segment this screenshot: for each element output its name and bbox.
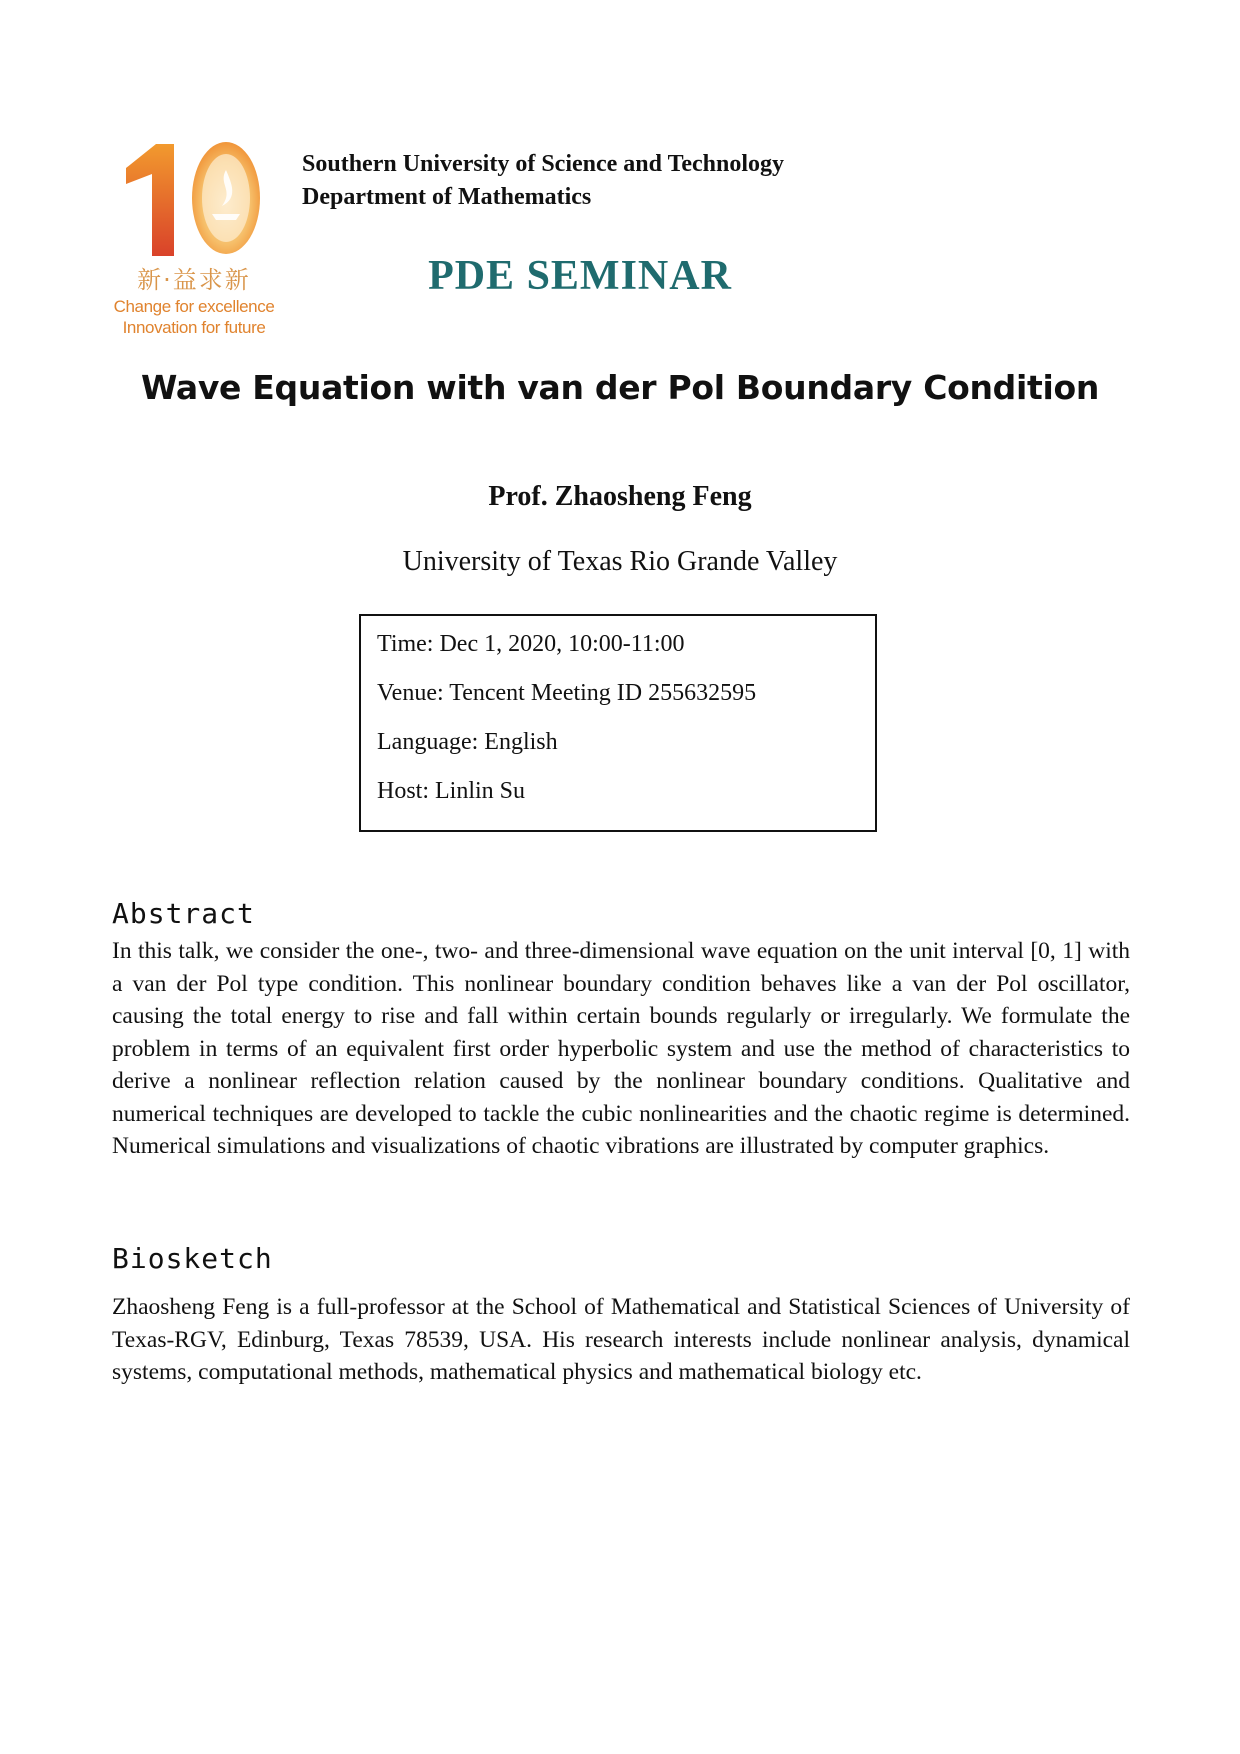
logo-slogan-line-1: Change for excellence xyxy=(113,297,275,316)
abstract-body: In this talk, we consider the one-, two- and three-dimensional wave equation on the unit interval [0, 1] with a van der Pol type condition. This nonlinear boundary condition behaves like a van der Pol oscillator, causing the total energy to rise and fall within certain bounds regularly or irregularly. We formulate the problem in terms of an equivalent first order hyperbolic system and use the method of characteristics to derive a nonlinear reflection relation caused by the nonlinear boundary conditions. Qualitative and numerical techniques are developed to tackle the cubic nonlinearities and the chaotic regime is determined. Numerical simulations and visualizations of chaotic vibrations are illustrated by computer graphics. xyxy=(112,938,1130,1159)
biosketch-body: Zhaosheng Feng is a full-professor at the School of Mathematical and Statistical Sciences of University of Texas-RGV, Edinburg, Texas 78539, USA. His research interests include nonlinear analysis, dynamical systems, computational methods, mathematical physics and mathematical biology etc. xyxy=(112,1294,1130,1385)
talk-title: Wave Equation with van der Pol Boundary Condition xyxy=(140,368,1100,407)
event-venue: Venue: Tencent Meeting ID 255632595 xyxy=(377,680,757,706)
speaker-affiliation: University of Texas Rio Grande Valley xyxy=(402,546,838,577)
logo xyxy=(104,140,284,345)
abstract-heading: Abstract xyxy=(112,897,255,930)
logo-slogan-line-2: Innovation for future xyxy=(122,318,266,337)
event-info-box xyxy=(359,614,877,832)
department-name: Department of Mathematics xyxy=(302,184,592,210)
event-host: Host: Linlin Su xyxy=(377,778,526,804)
biosketch-heading: Biosketch xyxy=(112,1242,273,1275)
university-name: Southern University of Science and Technology xyxy=(302,151,785,177)
speaker-name: Prof. Zhaosheng Feng xyxy=(488,481,752,512)
10th-anniversary-flame-logo-icon xyxy=(122,140,262,258)
seminar-title: PDE SEMINAR xyxy=(428,253,732,299)
event-time: Time: Dec 1, 2020, 10:00-11:00 xyxy=(377,631,685,657)
institution-block xyxy=(302,148,784,214)
logo-slogan-chinese: 新·益求新 xyxy=(137,266,251,294)
event-language: Language: English xyxy=(377,729,558,755)
